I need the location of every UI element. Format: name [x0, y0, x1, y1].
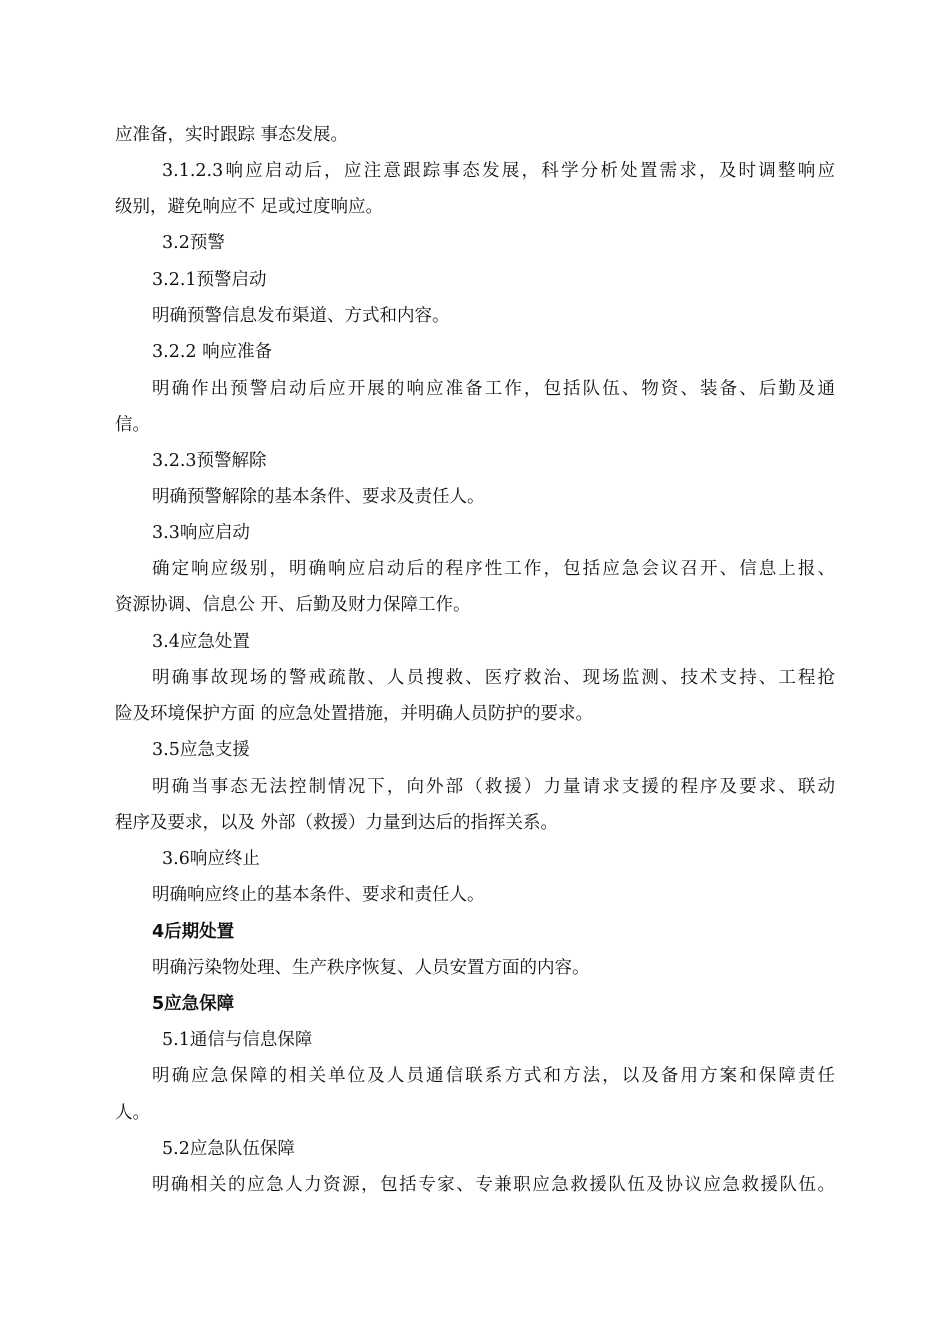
section-heading: 3.6响应终止: [162, 849, 260, 869]
paragraph-line: 明确应急保障的相关单位及人员通信联系方式和方法，以及备用方案和保障责任: [152, 1066, 835, 1086]
section-heading: 5.1通信与信息保障: [162, 1030, 313, 1050]
paragraph-line: 资源协调、信息公 开、后勤及财力保障工作。: [115, 595, 471, 615]
section-heading: 3.2.1预警启动: [152, 270, 267, 290]
paragraph-line: 明确当事态无法控制情况下，向外部（救援）力量请求支援的程序及要求、联动: [152, 777, 835, 797]
chapter-heading: 5应急保障: [152, 994, 235, 1014]
paragraph-line: 信。: [115, 415, 150, 435]
paragraph-line: 明确预警解除的基本条件、要求及责任人。: [152, 487, 485, 507]
section-heading: 3.2预警: [162, 233, 225, 253]
chapter-heading: 4后期处置: [152, 922, 235, 942]
paragraph-line: 人。: [115, 1103, 150, 1123]
paragraph-line: 3.1.2.3响应启动后，应注意跟踪事态发展，科学分析处置需求，及时调整响应: [162, 161, 835, 181]
section-heading: 3.4应急处置: [152, 632, 250, 652]
paragraph-line: 程序及要求，以及 外部（救援）力量到达后的指挥关系。: [115, 813, 559, 833]
paragraph-line: 明确相关的应急人力资源，包括专家、专兼职应急救援队伍及协议应急救援队伍。: [152, 1175, 835, 1195]
section-heading: 3.3响应启动: [152, 523, 250, 543]
section-heading: 5.2应急队伍保障: [162, 1139, 295, 1159]
paragraph-line: 级别，避免响应不 足或过度响应。: [115, 197, 384, 217]
paragraph-line: 明确预警信息发布渠道、方式和内容。: [152, 306, 450, 326]
paragraph-line: 明确事故现场的警戒疏散、人员搜救、医疗救治、现场监测、技术支持、工程抢: [152, 668, 835, 688]
paragraph-line: 应准备，实时跟踪 事态发展。: [115, 125, 349, 145]
paragraph-line: 明确响应终止的基本条件、要求和责任人。: [152, 885, 485, 905]
paragraph-line: 险及环境保护方面 的应急处置措施，并明确人员防护的要求。: [115, 704, 594, 724]
paragraph-line: 明确作出预警启动后应开展的响应准备工作，包括队伍、物资、装备、后勤及通: [152, 379, 835, 399]
section-heading: 3.2.2 响应准备: [152, 342, 273, 362]
paragraph-line: 明确污染物处理、生产秩序恢复、人员安置方面的内容。: [152, 958, 590, 978]
section-heading: 3.5应急支援: [152, 740, 250, 760]
paragraph-line: 确定响应级别，明确响应启动后的程序性工作，包括应急会议召开、信息上报、: [152, 559, 835, 579]
section-heading: 3.2.3预警解除: [152, 451, 267, 471]
